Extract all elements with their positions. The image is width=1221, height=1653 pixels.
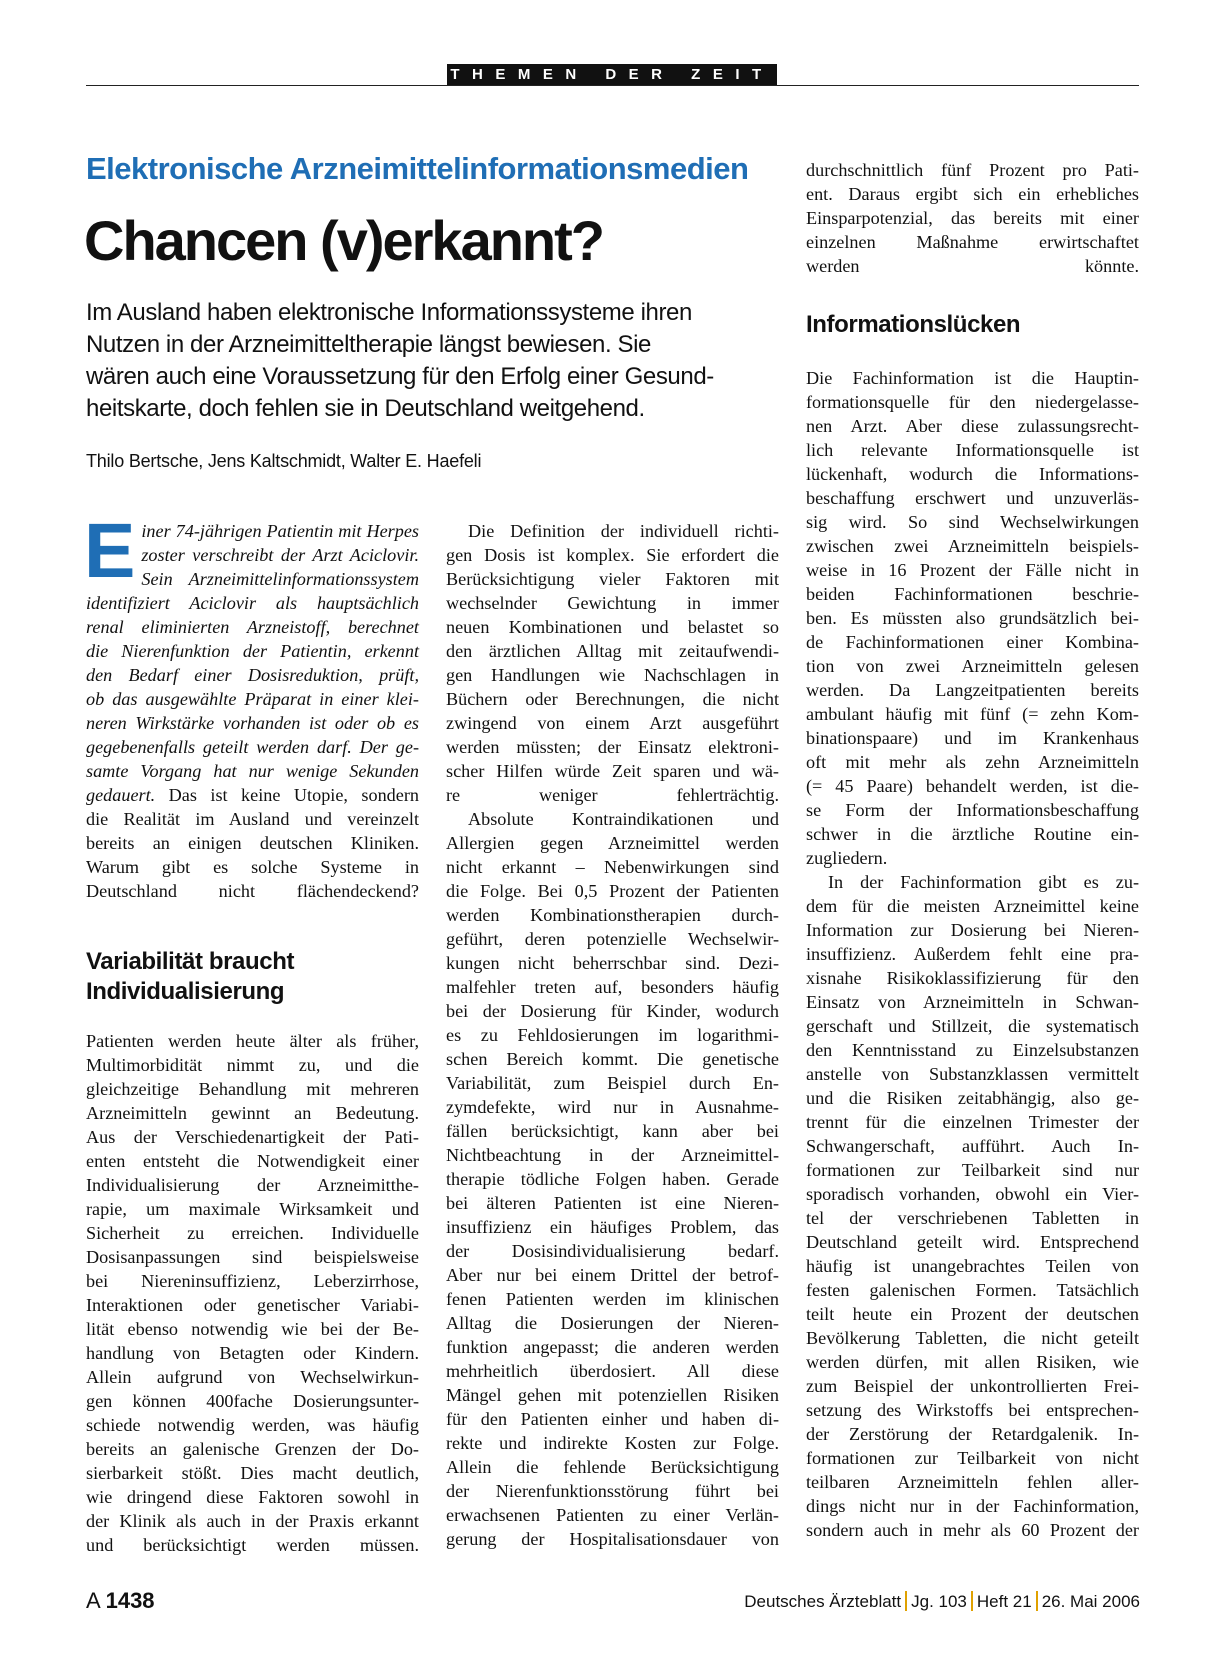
text-line: die Folge. Bei 0,5 Prozent der Patienten [446,881,779,901]
journal-issue: Heft 21 [976,1592,1032,1611]
text-line: bei der Dosierung für Kinder, wodurch [446,1001,779,1021]
text-line: Mängel gehen mit potenziellen Risiken [446,1385,779,1405]
text-italic: gedauert. [86,785,156,805]
text-line: scher Hilfen würde Zeit sparen und wä- [446,761,779,781]
text-line: Sein Arzneimittelinformationssystem [141,569,419,589]
text-line: die Nierenfunktion der Patientin, erkennt [86,641,419,661]
text-line: tion von zwei Arzneimitteln gelesen [806,656,1139,676]
subheading-line: Variabilität braucht [86,948,295,975]
separator [1036,1591,1038,1611]
text-line: re weniger fehlerträchtig. [446,785,779,805]
text-line: festen galenischen Formen. Tatsächlich [806,1280,1139,1300]
text-line: kungen nicht beherrschbar sind. Dezi- [446,953,779,973]
journal-date: 26. Mai 2006 [1041,1592,1140,1611]
text-line: ambulant häufig mit fünf (= zehn Kom- [806,704,1139,724]
text-line: Bevölkerung Tabletten, die nicht geteilt [806,1328,1139,1348]
text-line: Deutschland geteilt wird. Entsprechend [806,1232,1139,1252]
text-line: der Dosisindividualisierung bedarf. [446,1241,779,1261]
text-line: Alltag die Dosierungen der Nieren- [446,1313,779,1333]
text-line: Die Definition der individuell richti- [468,521,779,541]
text-line: oft mit mehr als zehn Arzneimitteln [806,752,1139,772]
text-line: Allein die fehlende Berücksichtigung [446,1457,779,1477]
text-line: fenen Patienten werden im klinischen [446,1289,779,1309]
subheading [86,947,419,1007]
section-banner: THEMEN DER ZEIT [447,64,777,85]
text-line: zwischen zwei Arzneimitteln beispiels- [806,536,1139,556]
text-line: schwer in die ärztliche Routine ein- [806,824,1139,844]
text-line: Warum gibt es solche Systeme in [86,857,419,877]
text-line: sondern auch in mehr als 60 Prozent der [806,1520,1139,1540]
text-line: insuffizienz ein häufiges Problem, das [446,1217,779,1237]
text-line: werden. Da Langzeitpatienten bereits [806,680,1139,700]
text-line: neren Wirkstärke vorhanden ist oder ob es [86,713,419,733]
text-line: samte Vorgang hat nur wenige Sekunden [86,761,419,781]
text-line: gegebenenfalls geteilt werden darf. Der ge- [86,737,419,757]
folio-prefix: A [86,1588,100,1613]
text-line: bereits an galenische Grenzen der Do- [86,1439,419,1459]
article-headline: Chancen (v)erkannt? [84,209,603,272]
text-line: ent. Daraus ergibt sich ein erhebliches [806,184,1139,204]
text-line: iner 74-jährigen Patientin mit Herpes [141,521,419,541]
text-line: dings nicht nur in der Fachinformation, [806,1496,1139,1516]
text-line: und berücksichtigt werden müssen. [86,1535,419,1555]
text-line: Individualisierung der Arzneimitthe- [86,1175,419,1195]
journal-name: Deutsches Ärzteblatt [744,1592,902,1611]
column-3 [806,158,1139,1542]
text-line: gen Handlungen wie Nachschlagen in [446,665,779,685]
text-line: durchschnittlich fünf Prozent pro Pati- [806,160,1139,180]
text-line: trennt für die einzelnen Trimester der [806,1112,1139,1132]
text-line: werden könnte. [806,256,1139,276]
text-line [86,783,419,807]
text-line: häufig ist unangebrachtes Teilen von [806,1256,1139,1276]
text-line: bei Niereninsuffizienz, Leberzirrhose, [86,1271,419,1291]
text-line: Arzneimitteln gewinnt an Bedeutung. [86,1103,419,1123]
text-line: handlung von Betagten oder Kindern. [86,1343,419,1363]
text-line: geführt, deren potenzielle Wechselwir- [446,929,779,949]
text-line: bereits an einigen deutschen Kliniken. [86,833,419,853]
text-line: zoster verschreibt der Arzt Aciclovir. [141,545,419,565]
text-line: erwachsenen Patienten zu einer Verlän- [446,1505,779,1525]
text-line: malfehler treten auf, besonders häufig [446,977,779,997]
text-line: den Kenntnisstand zu Einzelsubstanzen [806,1040,1139,1060]
subheading: Informationslücken [806,311,1021,338]
text-line: bei älteren Patienten ist eine Nieren- [446,1193,779,1213]
lead-line: wären auch eine Voraussetzung für den Erfolg einer Gesund- [86,363,714,390]
text-line: die Realität im Ausland und vereinzelt [86,809,419,829]
text-line: sporadisch vorhanden, obwohl ein Vier- [806,1184,1139,1204]
text-line: In der Fachinformation gibt es zu- [828,872,1139,892]
text-line: Allergien gegen Arzneimittel werden [446,833,779,853]
text-line: Variabilität, zum Beispiel durch En- [446,1073,779,1093]
intro-paragraph [86,591,419,783]
text-line: de Fachinformationen einer Kombina- [806,632,1139,652]
text-line: neuen Kombinationen und belastet so [446,617,779,637]
body-paragraph [86,1029,419,1557]
separator [905,1591,907,1611]
text-line: wie dringend diese Faktoren sowohl in [86,1487,419,1507]
text-line: Berücksichtigung vieler Faktoren mit [446,569,779,589]
text-line: Einsparpotenzial, das bereits mit einer [806,208,1139,228]
text-line: werden dürfen, mit allen Risiken, wie [806,1352,1139,1372]
text-line: lich relevante Informationsquelle ist [806,440,1139,460]
text-line: Büchern oder Berechnungen, die nicht [446,689,779,709]
column-1 [84,508,419,1557]
article-lead [86,297,766,425]
text-line: den ärztlichen Alltag mit zeitaufwendi- [446,641,779,661]
text-line: der Zerstörung der Retardgalenik. In- [806,1424,1139,1444]
text-line: den Bedarf einer Dosisreduktion, prüft, [86,665,419,685]
text-line: ben. Es müssten also grundsätzlich bei- [806,608,1139,628]
text-line: und die Risiken zeitabhängig, also ge- [806,1088,1139,1108]
intro-paragraph-end [86,807,419,903]
text-line: gerschaft und Stillzeit, die systematisch [806,1016,1139,1036]
text-line: enten entsteht die Notwendigkeit einer [86,1151,419,1171]
text-line: beschaffung erschwert und unzuverläs- [806,488,1139,508]
text-line: beiden Fachinformationen beschrie- [806,584,1139,604]
text-line: mehrheitlich überdosiert. All diese [446,1361,779,1381]
text-line: lückenhaft, wodurch die Informations- [806,464,1139,484]
text-line: zugliedern. [806,848,888,868]
text-line: renal eliminierten Arzneistoff, berechnet [86,617,419,637]
text-line: anstelle von Substanzklassen vermittelt [806,1064,1139,1084]
drop-cap: E [84,508,136,594]
body-paragraph [806,158,1139,278]
journal-volume: Jg. 103 [911,1592,967,1611]
text-line: Aus der Verschiedenartigkeit der Pati- [86,1127,419,1147]
text-line: nen Arzt. Aber diese zulassungsrecht- [806,416,1139,436]
text-line: Sicherheit zu erreichen. Individuelle [86,1223,419,1243]
text-line: gerung der Hospitalisationsdauer von [446,1529,779,1549]
journal-reference [744,1591,1140,1612]
text-line: rapie, um maximale Wirksamkeit und [86,1199,419,1219]
text-line: nicht erkannt – Nebenwirkungen sind [446,857,779,877]
text-line: funktion angepasst; die anderen werden [446,1337,779,1357]
text-line: formationen zur Teilbarkeit von nicht [806,1448,1139,1468]
text-line: lität ebenso notwendig wie bei der Be- [86,1319,419,1339]
text-line: se Form der Informationsbeschaffung [806,800,1139,820]
text-line: wechselnder Gewichtung in immer [446,593,779,613]
body-paragraph [806,870,1139,1542]
subheading-line: Individualisierung [86,978,285,1005]
text-line: Interaktionen oder genetischer Variabi- [86,1295,419,1315]
text-line: xisnahe Risikoklassifizierung für den [806,968,1139,988]
text-line: zymdefekte, wird nur in Ausnahme- [446,1097,779,1117]
text-line: schen Bereich kommt. Die genetische [446,1049,779,1069]
text-line: der Klinik als auch in der Praxis erkannt [86,1511,419,1531]
body-paragraph [446,519,779,807]
text-line: gleichzeitige Behandlung mit mehreren [86,1079,419,1099]
text-line: Deutschland nicht flächendeckend? [86,881,419,901]
text-line: ob das ausgewählte Präparat in einer klei- [86,689,419,709]
text-line: insuffizienz. Außerdem fehlt eine pra- [806,944,1139,964]
text-line: Multimorbidität nimmt zu, und die [86,1055,419,1075]
text-line: Schwangerschaft, aufführt. Auch In- [806,1136,1139,1156]
column-2 [446,519,779,1551]
text-line: Information zur Dosierung bei Nieren- [806,920,1139,940]
text-line: fällen berücksichtigt, kann aber bei [446,1121,779,1141]
text-line: identifiziert Aciclovir als hauptsächlich [86,593,419,613]
text-line: Nichtbeachtung in der Arzneimittel- [446,1145,779,1165]
text-line: Absolute Kontraindikationen und [468,809,779,829]
text-line: gen können 400fache Dosierungsunter- [86,1391,419,1411]
text-line: teilbaren Arzneimitteln fehlen aller- [806,1472,1139,1492]
text-line: tel der verschriebenen Tabletten in [806,1208,1139,1228]
text-line: einzelnen Maßnahme erwirtschaftet [806,232,1139,252]
text-roman: Das ist keine Utopie, sondern [155,785,419,805]
article-authors: Thilo Bertsche, Jens Kaltschmidt, Walter E. Haefeli [86,451,482,471]
text-line: setzung des Wirkstoffs bei entsprechen- [806,1400,1139,1420]
text-line: dem für die meisten Arzneimittel keine [806,896,1139,916]
text-line: sig wird. So sind Wechselwirkungen [806,512,1139,532]
text-line: schiede notwendig werden, was häufig [86,1415,419,1435]
lead-line: Nutzen in der Arzneimitteltherapie längst bewiesen. Sie [86,331,651,358]
page-number [86,1588,155,1614]
text-line: therapie tödliche Folgen haben. Gerade [446,1169,779,1189]
text-line: gen Dosis ist komplex. Sie erfordert die [446,545,779,565]
text-line: für den Patienten einher und haben di- [446,1409,779,1429]
lead-line: heitskarte, doch fehlen sie in Deutschland weitgehend. [86,395,645,422]
lead-line: Im Ausland haben elektronische Informationssysteme ihren [86,299,692,326]
text-line: Allein aufgrund von Wechselwirkun- [86,1367,419,1387]
text-line: formationsquelle für den niedergelasse- [806,392,1139,412]
text-line: Patienten werden heute älter als früher, [86,1031,419,1051]
text-line: zum Beispiel der unkontrollierten Frei- [806,1376,1139,1396]
text-line: formationen zur Teilbarkeit sind nur [806,1160,1139,1180]
text-line: rekte und indirekte Kosten zur Folge. [446,1433,779,1453]
text-line: sierbarkeit stößt. Dies macht deutlich, [86,1463,419,1483]
text-line: es zu Fehldosierungen im logarithmi- [446,1025,779,1045]
text-line: Dosisanpassungen sind beispielsweise [86,1247,419,1267]
text-line: (= 45 Paare) behandelt werden, ist die- [806,776,1139,796]
separator [971,1591,973,1611]
folio-number: 1438 [105,1588,155,1613]
text-line: werden müssten; der Einsatz elektroni- [446,737,779,757]
text-line: binationspaare) und im Krankenhaus [806,728,1139,748]
text-line: Einsatz von Arzneimitteln in Schwan- [806,992,1139,1012]
article-kicker: Elektronische Arzneimittelinformationsmedien [86,151,749,186]
header-rule [86,85,1139,86]
text-line: zwingend von einem Arzt ausgeführt [446,713,779,733]
text-line: werden Kombinationstherapien durch- [446,905,779,925]
text-line: Die Fachinformation ist die Hauptin- [806,368,1139,388]
text-line: weise in 16 Prozent der Fälle nicht in [806,560,1139,580]
text-line: der Nierenfunktionsstörung führt bei [446,1481,779,1501]
body-paragraph [446,807,779,1551]
text-line: teilt heute ein Prozent der deutschen [806,1304,1139,1324]
text-line: Aber nur bei einem Drittel der betrof- [446,1265,779,1285]
body-paragraph [806,366,1139,870]
